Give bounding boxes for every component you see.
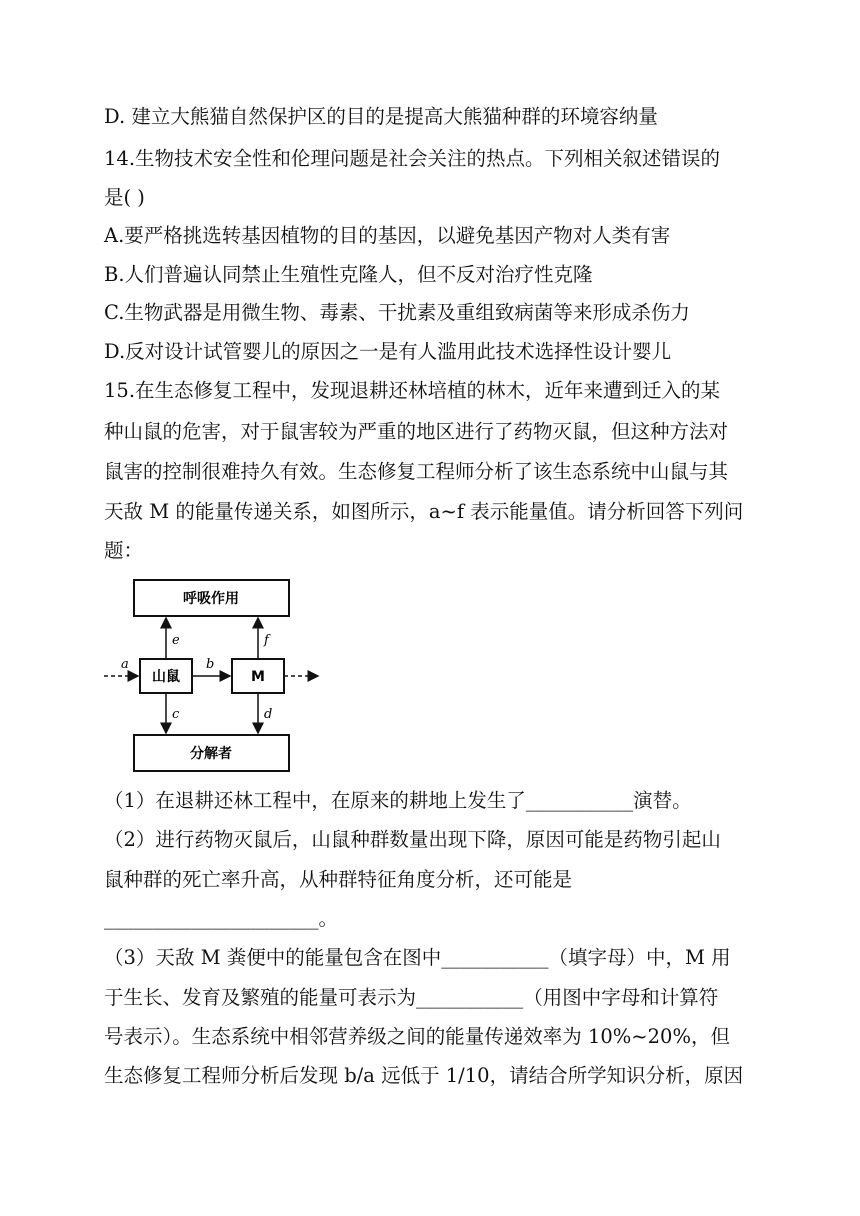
energy-flow-diagram [96,572,346,782]
text-line: 号表示）。生态系统中相邻营养级之间的能量传递效率为 10%~20%，但 [104,1025,730,1048]
text-line: 14.生物技术安全性和伦理问题是社会关注的热点。下列相关叙述错误的 [104,147,721,170]
label-f: f [264,633,269,648]
text-line: D. 建立大熊猫自然保护区的目的是提高大熊猫种群的环境容纳量 [104,105,658,128]
label-c: c [172,707,180,722]
text-line: 是( ) [104,186,145,209]
text-line: 生态修复工程师分析后发现 b/a 远低于 1/10，请结合所学知识分析，原因 [104,1064,744,1087]
text-line: C.生物武器是用微生物、毒素、干扰素及重组致病菌等来形成杀伤力 [104,301,690,324]
label-e: e [172,633,180,648]
text-line: 鼠种群的死亡率升高，从种群特征角度分析，还可能是 [104,868,573,891]
text-line: 种山鼠的危害，对于鼠害较为严重的地区进行了药物灭鼠，但这种方法对 [104,420,729,443]
text-line: （1）在退耕还林工程中，在原来的耕地上发生了___________演替。 [104,789,692,812]
text-line: D.反对设计试管婴儿的原因之一是有人滥用此技术选择性设计婴儿 [104,340,672,363]
text-line: 于生长、发育及繁殖的能量可表示为___________（用图中字母和计算符 [104,986,719,1009]
m-label: M [251,669,265,685]
text-line: 题： [104,539,144,562]
text-line: 鼠害的控制很难持久有效。生态修复工程师分析了该生态系统中山鼠与其 [104,460,729,483]
text-line: （2）进行药物灭鼠后，山鼠种群数量出现下降，原因可能是药物引起山 [104,828,721,851]
decomposer-label: 分解者 [190,746,232,762]
text-line: 15.在生态修复工程中，发现退耕还林培植的林木，近年来遭到迁入的某 [104,379,721,402]
label-b: b [206,657,215,672]
text-line: 天敌 M 的能量传递关系，如图所示，a~f 表示能量值。请分析回答下列问 [104,500,744,523]
text-line: B.人们普遍认同禁止生殖性克隆人，但不反对治疗性克隆 [104,263,593,286]
label-a: a [121,657,129,672]
text-line: （3）天敌 M 粪便中的能量包含在图中___________（填字母）中，M 用 [104,946,731,969]
label-d: d [264,707,273,722]
respiration-label: 呼吸作用 [183,591,239,607]
mouse-label: 山鼠 [152,669,180,685]
text-line: A.要严格挑选转基因植物的目的基因，以避免基因产物对人类有害 [104,224,671,247]
text-line: ______________________。 [104,907,339,930]
